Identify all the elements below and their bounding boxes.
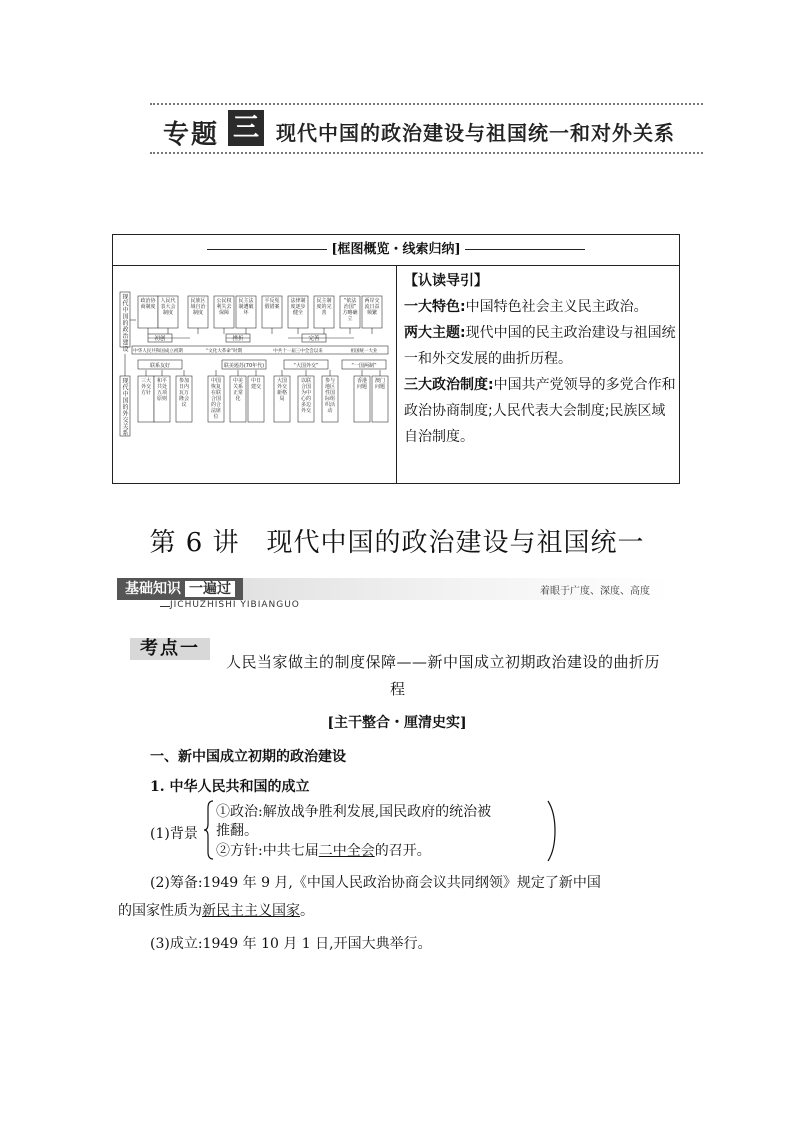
guide-item: 一大特色:中国特色社会主义民主政治。: [404, 299, 648, 315]
kaodian-title-cont: 程: [390, 680, 406, 698]
guide-title: 【认读导引】: [404, 273, 488, 289]
lecture-title: 第 6 讲 现代中国的政治建设与祖国统一: [149, 528, 645, 558]
diagram-top-box-label: 政治协商制度: [140, 298, 156, 310]
sub-heading: [主干整合・厘清史实]: [327, 715, 467, 731]
header-bottom-rule: [150, 152, 703, 154]
diagram-top-box-label: 公民权利失去保障: [216, 298, 232, 316]
diagram-stage-label: 初创: [154, 336, 166, 342]
diagram-top-box-label: 民主法制遭破坏: [238, 298, 254, 316]
diagram-timeline-label: 祖国统一大业: [350, 349, 378, 354]
diagram-period-label: “一国两制”: [351, 363, 377, 369]
frame-heading-row: [113, 235, 679, 266]
diagram-lower-box-label: 大国外交新格局: [276, 378, 288, 402]
diagram-main-label: 现代中国的政治建设: [122, 294, 129, 353]
kaodian-title: 人民当家做主的制度保障——新中国成立初期政治建设的曲折历: [226, 653, 661, 671]
left-brace: [204, 800, 214, 860]
diagram-foreign-label: 现代中国的外交关系: [122, 378, 129, 437]
frame-heading: [框图概览・线索归纳]: [331, 242, 461, 257]
background-item-politics: ①政治:解放战争胜利发展,国民政府的统治被: [216, 804, 492, 820]
diagram-stage-label: 挫折: [232, 336, 244, 342]
diagram-lower-box-label: 澳门问题: [374, 378, 386, 390]
diagram-top-box-label: 法律制度逐步健全: [290, 298, 306, 316]
prep-paragraph-cont: 的国家性质为新民主主义国家。: [118, 903, 314, 919]
founding-paragraph: (3)成立:1949 年 10 月 1 日,开国大典举行。: [150, 936, 432, 952]
diagram-lower-box-label: 三大外交方针: [140, 378, 152, 396]
overview-diagram: [118, 290, 390, 440]
diagram-lower-box-label: 中日建交: [250, 378, 262, 390]
diagram-timeline-label: 中共十一届三中全会以来: [273, 349, 323, 354]
diagram-lower-box-label: 中国恢复在联合国的合法席位: [210, 378, 222, 420]
header-prefix: 专题: [163, 120, 220, 150]
diagram-lower-box-label: 中美关系正常化: [232, 378, 244, 402]
section-heading: 一、新中国成立初期的政治建设: [150, 749, 346, 765]
background-item-policy: ②方针:中共七届二中全会的召开。: [216, 843, 431, 859]
diagram-period-label: 联系友好: [149, 363, 171, 369]
header-number-badge: 三: [228, 110, 264, 146]
frame-divider: [396, 265, 397, 484]
diagram-top-box-label: 民族区域自治制度: [190, 298, 206, 316]
diagram-stage-label: 完善: [308, 336, 320, 342]
kaodian-tag: 考点一: [130, 638, 210, 660]
guide-item: 三大政治制度:中国共产党领导的多党合作和政治协商制度;人民代表大会制度;民族区域自治制度。: [404, 377, 676, 445]
diagram-period-label: 联美遏苏(70年代): [223, 363, 265, 369]
prep-paragraph: (2)筹备:1949 年 9 月,《中国人民政治协商会议共同纲领》规定了新中国: [150, 875, 601, 891]
guide-item: 两大主题:现代中国的民主政治建设与祖国统一和外交发展的曲折历程。: [404, 325, 676, 367]
diagram-period-label: “大国外交”: [293, 363, 319, 369]
subsection-heading: 1. 中华人民共和国的成立: [150, 779, 310, 795]
banner-motto: 着眼于广度、深度、高度: [540, 586, 650, 597]
diagram-lower-box-label: 参加日内瓦万隆会议: [178, 378, 190, 408]
diagram-top-box-label: 人民代表大会制度: [160, 298, 176, 316]
diagram-top-box-label: 民主制度的完善: [316, 298, 332, 316]
reading-guide: [404, 268, 676, 450]
diagram-lower-box-label: 以联合国为中心的多边外交: [300, 378, 312, 414]
diagram-top-box-label: “依法治国”方略确立: [342, 298, 358, 322]
diagram-top-box-label: 平反冤假错案: [264, 298, 280, 310]
right-brace: [544, 800, 558, 862]
background-item-politics-cont: 推翻。: [216, 823, 258, 839]
banner-subline: [160, 606, 170, 607]
header-title: 现代中国的政治建设与祖国统一和对外关系: [276, 121, 675, 145]
banner-pinyin: JICHUZHISHI YIBIANGUO: [170, 600, 300, 610]
diagram-lower-box-label: 香港问题: [356, 378, 368, 390]
header-top-rule: [150, 103, 703, 105]
diagram-timeline-label: “文化大革命”时期: [205, 349, 243, 354]
background-label: (1)背景: [150, 826, 198, 842]
diagram-timeline-label: 中华人民共和国成立初期: [133, 349, 183, 354]
diagram-lower-box-label: 和平共处五项原则: [156, 378, 168, 402]
banner-tag: 基础知识 一遍过: [117, 578, 243, 600]
diagram-top-box-label: 两岸交流日益频繁: [364, 298, 380, 316]
diagram-lower-box-label: 参与地区性国际组织活动: [324, 378, 336, 414]
